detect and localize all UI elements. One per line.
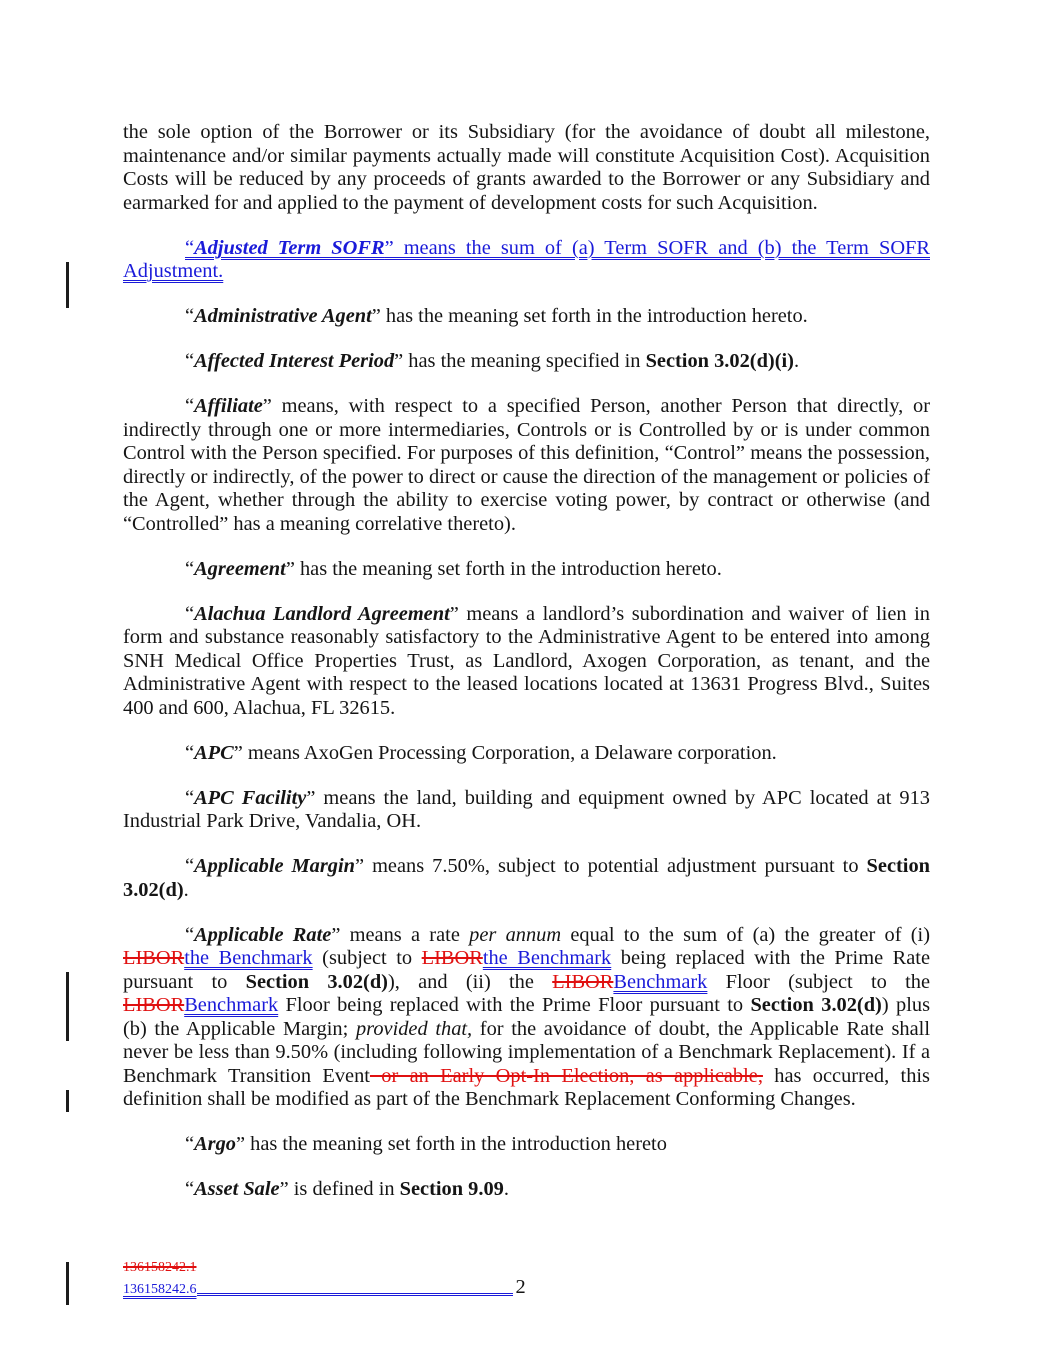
text-run: Applicable Margin xyxy=(194,855,356,877)
text-run: “ xyxy=(185,602,195,625)
text-run: Affiliate xyxy=(194,395,263,417)
deleted-text-run: LIBOR xyxy=(123,947,185,969)
text-run: per annum xyxy=(469,923,562,946)
paragraph-definition-applicable-rate xyxy=(123,924,930,1112)
text-run: “ xyxy=(185,855,195,877)
deleted-text-run: or an Early Opt-In Election, as applicable, xyxy=(369,1064,763,1087)
text-run: ” has the meaning set forth in the introduction hereto. xyxy=(371,305,808,327)
paragraph-definition-applicable-margin xyxy=(123,855,930,902)
text-run: APC Facility xyxy=(194,786,307,809)
text-run: “ xyxy=(185,350,195,372)
paragraph-definition-affiliate xyxy=(123,395,930,536)
text-run: ” means a landlord’s subordination and waiver of lien in form and substance reasonably satisfactory to the Administrative Agent to be entered into among SNH Medical Office Properties Trust, as Landlord, Axogen Corporation, as tenant, and the Administrative Agent with respect to the leased locations located at 13631 Progress Blvd., Suites 400 and 600, Alachua, FL 32615. xyxy=(123,602,930,719)
text-run: “ xyxy=(185,741,195,764)
text-run: Administrative Agent xyxy=(194,305,372,327)
text-run: APC xyxy=(194,741,234,764)
text-run: being replaced with the Prime Rate pursuant to xyxy=(123,947,931,993)
text-run: “ xyxy=(185,395,195,417)
paragraph-definition-affected-interest-period xyxy=(123,350,930,374)
tab-leader-line xyxy=(197,1293,513,1296)
text-run: equal to the sum of (a) the greater of (i) xyxy=(561,923,930,946)
text-run: Asset Sale xyxy=(194,1178,280,1200)
paragraph-definition-argo xyxy=(123,1133,930,1157)
revision-change-bar xyxy=(66,1090,69,1112)
text-run: has occurred, this definition shall be modified as part of the Benchmark Replacement Conforming Changes. xyxy=(123,1064,930,1110)
deleted-doc-id-text: 136158242.1 xyxy=(123,1260,197,1275)
text-run: ), and (ii) the xyxy=(387,970,553,993)
text-run: Section 3.02(d) xyxy=(245,970,388,993)
inserted-text-run: the Benchmark xyxy=(482,947,612,969)
text-run: Argo xyxy=(194,1133,236,1155)
inserted-text-run: ” means the sum of (a) Term SOFR and (b) the Term SOFR Adjustment. xyxy=(123,236,930,282)
document-body xyxy=(123,121,930,1223)
inserted-text-run: the Benchmark xyxy=(184,947,313,969)
text-run: ” means, with respect to a specified Person, another Person that directly, or indirectly through one or more intermediaries, Controls or is Controlled by or is under common Control with the Person specified. For purposes of this definition, “Control” means the possession, directly or indirectly, of the power to direct or cause the direction of the management or policies of the Agent, whether through the ability to exercise voting power, by contract or otherwise (and “Controlled” has a meaning correlative thereto). xyxy=(123,395,930,535)
deleted-text-run: LIBOR xyxy=(421,947,483,969)
text-run: Section 9.09 xyxy=(399,1178,504,1200)
text-run: . xyxy=(503,1178,509,1200)
paragraph-definition-apc xyxy=(123,742,930,766)
inserted-doc-id-text: 136158242.6 xyxy=(123,1281,197,1297)
text-run: ” has the meaning set forth in the introduction hereto xyxy=(236,1133,667,1155)
text-run: . xyxy=(183,878,189,901)
inserted-text-run: “ xyxy=(185,236,195,259)
text-run: Affected Interest Period xyxy=(194,350,395,372)
text-run: for the avoidance of doubt, the Applicable Rate shall never be less than 9.50% (including following implementation of a Benchmark Replacement). If a Benchmark Transition Event xyxy=(123,1017,930,1087)
text-run: “ xyxy=(185,923,195,946)
text-run: the sole option of the Borrower or its Subsidiary (for the avoidance of doubt all milestone, maintenance and/or similar payments actually made will constitute Acquisition Cost). Acquisition Costs will be reduced by any proceeds of grants awarded to the Borrower or any Subsidiary and earmarked for and applied to the payment of development costs for such Acquisition. xyxy=(123,121,930,214)
text-run: provided that, xyxy=(355,1017,473,1040)
text-run: Applicable Rate xyxy=(194,923,332,946)
revision-change-bar xyxy=(66,972,69,1041)
deleted-text-run: LIBOR xyxy=(123,994,185,1016)
text-run: ” means 7.50%, subject to potential adjustment pursuant to xyxy=(355,855,867,877)
text-run: “ xyxy=(185,305,195,327)
text-run: Floor (subject to the xyxy=(707,970,930,993)
text-run: ” has the meaning specified in xyxy=(394,350,646,372)
text-run: Alachua Landlord Agreement xyxy=(194,602,450,625)
page-footer xyxy=(123,1258,930,1299)
text-run: (subject to xyxy=(312,947,422,969)
text-run: ” means the land, building and equipment owned by APC located at 913 Industrial Park Drive, Vandalia, OH. xyxy=(123,786,931,832)
text-run: ” has the meaning set forth in the introduction hereto. xyxy=(285,557,722,580)
text-run: “ xyxy=(185,1178,195,1200)
inserted-text-run: Benchmark xyxy=(613,970,708,993)
page-number: 2 xyxy=(515,1275,526,1298)
inserted-text-run: Benchmark xyxy=(184,994,279,1016)
text-run: ” means a rate xyxy=(331,923,470,946)
text-run: . xyxy=(793,350,800,372)
text-run: “ xyxy=(185,786,195,809)
text-run: ) plus (b) the Applicable Margin; xyxy=(123,994,930,1040)
text-run: ” is defined in xyxy=(279,1178,400,1200)
paragraph-definition-alachua-landlord-agreement xyxy=(123,603,930,721)
paragraph-acquisition-cost-continuation xyxy=(123,121,930,215)
text-run: ” means AxoGen Processing Corporation, a Delaware corporation. xyxy=(233,741,777,764)
paragraph-definition-adjusted-term-sofr xyxy=(123,237,930,284)
paragraph-definition-administrative-agent xyxy=(123,305,930,329)
deleted-text-run: LIBOR xyxy=(552,970,614,993)
footer-deleted-doc-id xyxy=(123,1258,930,1278)
text-run: “ xyxy=(185,557,195,580)
text-run: Floor being replaced with the Prime Floor pursuant to xyxy=(278,994,751,1016)
inserted-text-run: Adjusted Term SOFR xyxy=(194,236,385,259)
paragraph-definition-agreement xyxy=(123,558,930,582)
paragraph-definition-apc-facility xyxy=(123,787,930,834)
paragraph-definition-asset-sale xyxy=(123,1178,930,1202)
text-run: Section 3.02(d) xyxy=(123,855,930,901)
footer-inserted-doc-id-row xyxy=(123,1275,930,1300)
revision-change-bar xyxy=(66,1262,69,1305)
text-run: Agreement xyxy=(194,557,286,580)
text-run: Section 3.02(d) xyxy=(750,994,882,1016)
text-run: “ xyxy=(185,1133,195,1155)
text-run: Section 3.02(d)(i) xyxy=(645,350,794,372)
revision-change-bar xyxy=(66,262,69,308)
